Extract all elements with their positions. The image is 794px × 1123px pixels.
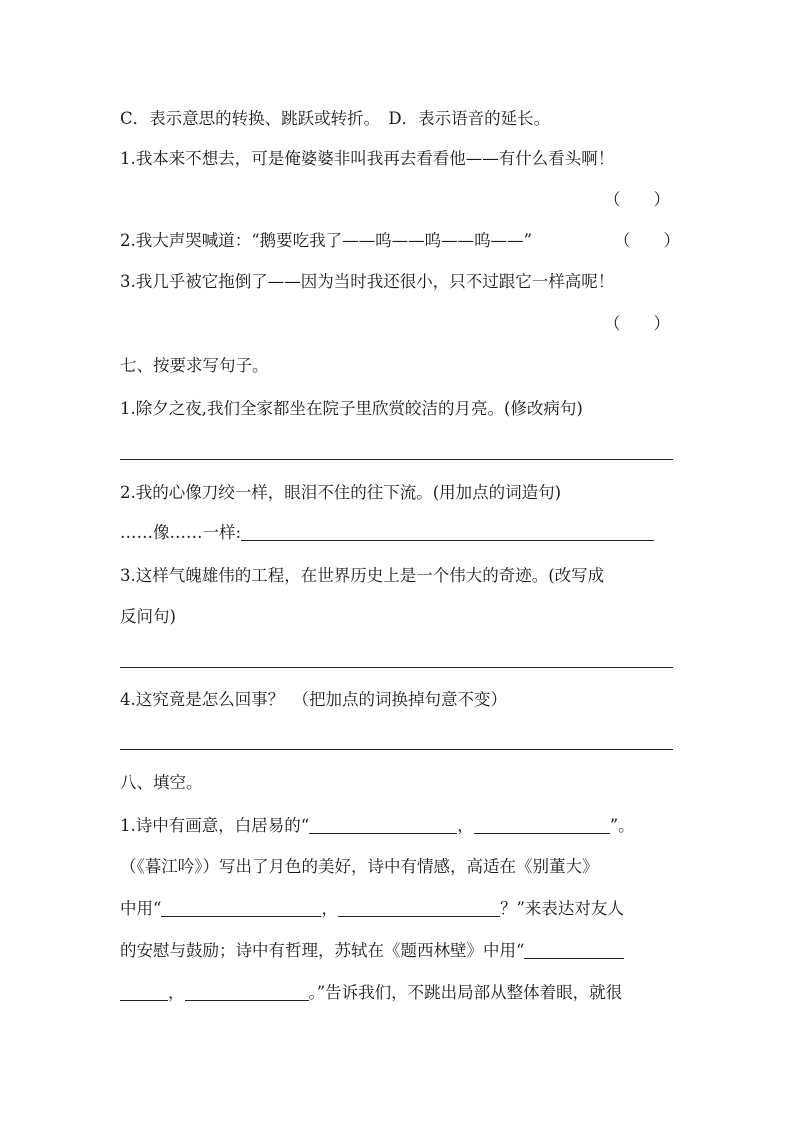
fill-blank-2[interactable] (474, 815, 610, 834)
s8-line-1 (120, 815, 680, 837)
s6-answer-paren-1[interactable]: （ ） (604, 190, 670, 209)
s8-line-3 (120, 898, 680, 920)
s8-line-2: （《暮江吟》）写出了月色的美好，诗中有情感，高适在《别董大》 (120, 857, 599, 876)
s7-question-1: 1.除夕之夜,我们全家都坐在院子里欣赏皎洁的月亮。(修改病句) (120, 399, 583, 418)
s8-l1-text-c: ”。 (609, 816, 635, 835)
s8-l1-text-b: ， (457, 816, 474, 835)
s7-question-2: 2.我的心像刀绞一样，眼泪不住的往下流。(用加点的词造句) (120, 483, 562, 502)
s7-answer-line-3[interactable] (120, 667, 673, 668)
fill-blank-4[interactable] (338, 898, 500, 917)
s6-question-3: 3.我几乎被它拖倒了——因为当时我还很小，只不过跟它一样高呢！ (120, 272, 615, 291)
s7-q2-prompt: ……像……一样: (120, 523, 242, 542)
s7-question-4: 4.这究竟是怎么回事？ （把加点的词换掉句意不变） (120, 690, 507, 709)
fill-blank-6[interactable] (185, 982, 309, 1001)
s8-line-4 (120, 940, 680, 962)
section-7-title: 七、按要求写句子。 (120, 356, 269, 375)
s6-answer-paren-3[interactable]: （ ） (604, 314, 670, 333)
option-c-d: C．表示意思的转换、跳跃或转折。 D．表示语音的延长。 (120, 109, 551, 128)
s8-line-5 (120, 982, 680, 1004)
s6-answer-paren-2[interactable]: （ ） (614, 231, 680, 250)
s7-answer-line-2[interactable] (241, 522, 654, 541)
s7-q2-prompt-row (120, 522, 680, 544)
s8-l4-text-a: 的安慰与鼓励；诗中有哲理，苏轼在《题西林壁》中用“ (120, 941, 525, 960)
fill-blank-1[interactable] (309, 815, 457, 834)
s6-question-2: 2.我大声哭喊道：“鹅要吃我了——呜——呜——呜——” (120, 231, 533, 250)
fill-blank-5b[interactable] (120, 982, 168, 1001)
s7-answer-line-4[interactable] (120, 749, 673, 750)
s8-l3-text-c: ？”来表达对友人 (499, 899, 624, 918)
s7-answer-line-1[interactable] (120, 459, 673, 460)
s8-l3-text-b: ， (321, 899, 338, 918)
s7-question-3-line2: 反问句) (120, 607, 176, 626)
s8-l3-text-a: 中用“ (120, 899, 162, 918)
s7-question-3-line1: 3.这样气魄雄伟的工程，在世界历史上是一个伟大的奇迹。(改写成 (120, 566, 605, 585)
section-8-title: 八、填空。 (120, 773, 203, 792)
s8-l1-text-a: 1.诗中有画意，白居易的“ (120, 816, 310, 835)
fill-blank-5a[interactable] (524, 940, 624, 959)
s8-l5-text-c: 。”告诉我们，不跳出局部从整体着眼，就很 (308, 983, 623, 1002)
fill-blank-3[interactable] (161, 898, 321, 917)
s6-question-1: 1.我本来不想去，可是俺婆婆非叫我再去看看他——有什么看头啊！ (120, 149, 615, 168)
s8-l5-text-b: ， (168, 983, 185, 1002)
